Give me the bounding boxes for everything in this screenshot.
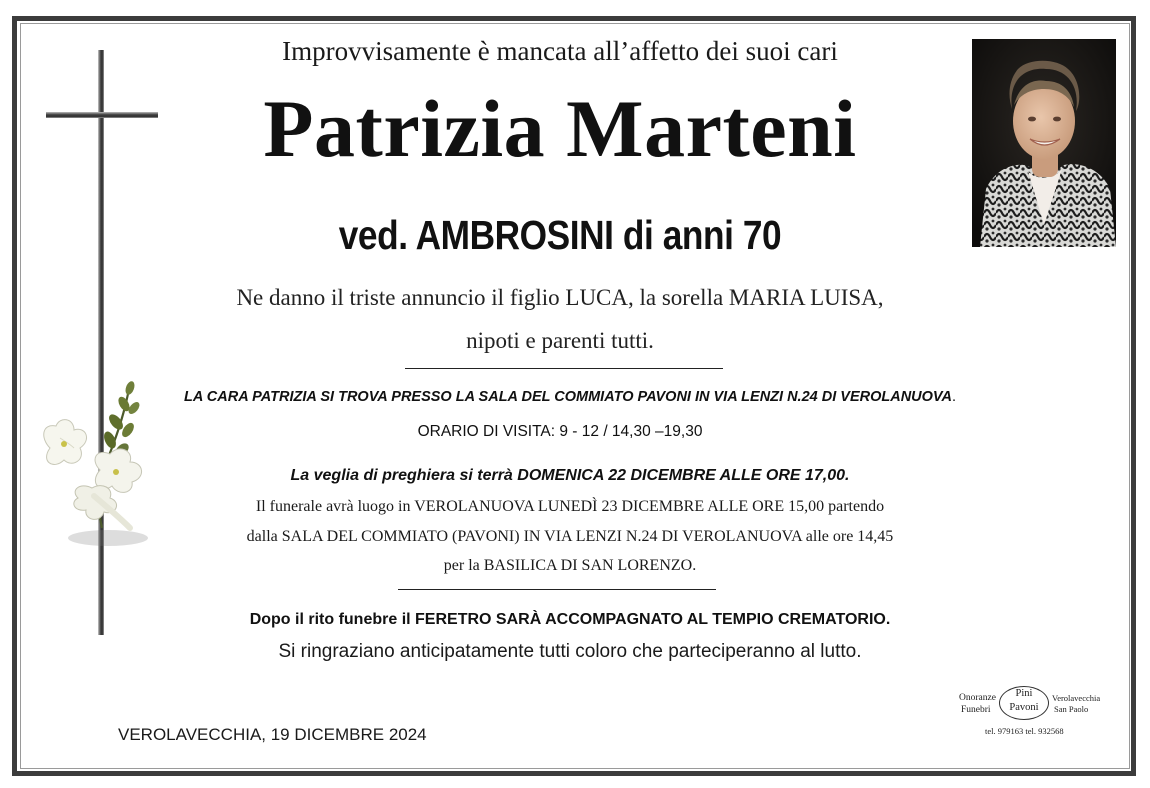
location-main: LA CARA PATRIZIA SI TROVA PRESSO LA SALA DEL COMMIATO PAVONI IN VIA LENZI N.24 DI VEROLANUOVA (183, 389, 952, 405)
vigil-text: La veglia di preghiera si terrà DOMENICA 22 DICEMBRE ALLE ORE 17,00. (290, 467, 850, 484)
location-text (120, 389, 1020, 405)
place-date: VEROLAVECCHIA, 19 DICEMBRE 2024 (118, 725, 427, 744)
logo-phones: tel. 979163 tel. 932568 (985, 726, 1064, 736)
divider-top (405, 368, 723, 369)
widow-age-subtitle: ved. AMBROSINI di anni 70 (338, 212, 782, 258)
logo-oval-line-2: Pavoni (1009, 702, 1039, 713)
thanks-text: Si ringraziano anticipatamente tutti coloro che parteciperanno al lutto. (278, 641, 862, 662)
logo-oval-line-1: Pini (1015, 688, 1033, 699)
visiting-hours: ORARIO DI VISITA: 9 - 12 / 14,30 –19,30 (417, 423, 703, 440)
logo-left-line-1: Onoranze (959, 693, 996, 703)
announcement-line-1: Ne danno il triste annuncio il figlio LUCA, la sorella MARIA LUISA, (236, 285, 884, 310)
location-end: . (951, 389, 957, 405)
logo-right-line-2: San Paolo (1054, 704, 1089, 714)
funeral-line-2: dalla SALA DEL COMMIATO (PAVONI) IN VIA LENZI N.24 DI VEROLANUOVA alle ore 14,45 (246, 528, 894, 545)
funeral-line-1: Il funerale avrà luogo in VEROLANUOVA LUNEDÌ 23 DICEMBRE ALLE ORE 15,00 partendo (255, 498, 885, 515)
funeral-line-3: per la BASILICA DI SAN LORENZO. (443, 557, 697, 574)
logo-oval (999, 686, 1049, 720)
deceased-name: Patrizia Marteni (263, 83, 857, 174)
funeral-home-logo (955, 684, 1101, 740)
divider-bottom (398, 589, 716, 590)
after-rite-text: Dopo il rito funebre il FERETRO SARÀ ACCOMPAGNATO AL TEMPIO CREMATORIO. (249, 611, 891, 628)
logo-right-line-1: Verolavecchia (1052, 693, 1101, 703)
intro-line: Improvvisamente è mancata all’affetto dei suoi cari (282, 36, 838, 66)
logo-left-line-2: Funebri (961, 705, 991, 715)
announcement-line-2: nipoti e parenti tutti. (466, 328, 654, 353)
portrait-photo (972, 39, 1116, 247)
